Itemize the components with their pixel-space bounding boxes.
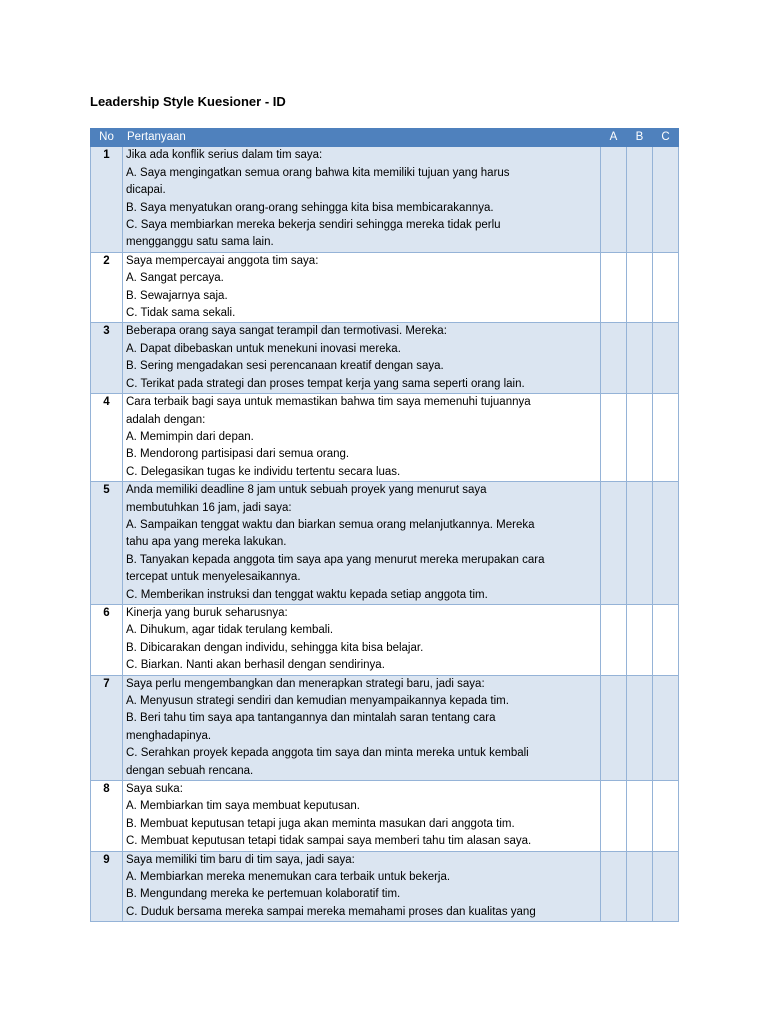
question-line: Beberapa orang saya sangat terampil dan termotivasi. Mereka:	[126, 325, 447, 338]
question-line: menghadapinya.	[126, 729, 212, 742]
question-line: B. Beri tahu tim saya apa tantangannya dan mintalah saran tentang cara	[126, 712, 496, 725]
question-cell	[123, 252, 601, 323]
answer-cell-a[interactable]	[601, 781, 627, 852]
question-line: A. Membiarkan tim saya membuat keputusan.	[126, 800, 360, 813]
question-line: adalah dengan:	[126, 413, 206, 426]
question-line: C. Biarkan. Nanti akan berhasil dengan sendirinya.	[126, 659, 385, 672]
question-line: B. Sewajarnya saja.	[126, 289, 228, 302]
question-line: A. Membiarkan mereka menemukan cara terbaik untuk bekerja.	[126, 871, 451, 884]
question-number: 5	[91, 482, 123, 605]
answer-cell-b[interactable]	[627, 147, 653, 252]
answer-cell-a[interactable]	[601, 323, 627, 394]
answer-cell-c[interactable]	[653, 604, 679, 675]
question-line: Saya suka:	[126, 783, 183, 796]
question-line: A. Dapat dibebaskan untuk menekuni inovasi mereka.	[126, 342, 401, 355]
question-line: Kinerja yang buruk seharusnya:	[126, 606, 288, 619]
question-number: 9	[91, 851, 123, 922]
question-line: C. Duduk bersama mereka sampai mereka memahami proses dan kualitas yang	[126, 905, 536, 918]
answer-cell-b[interactable]	[627, 781, 653, 852]
question-cell	[123, 781, 601, 852]
answer-cell-a[interactable]	[601, 604, 627, 675]
header-option-a: A	[601, 129, 627, 147]
question-line: dicapai.	[126, 184, 166, 197]
answer-cell-b[interactable]	[627, 323, 653, 394]
question-number: 6	[91, 604, 123, 675]
answer-cell-a[interactable]	[601, 147, 627, 252]
answer-cell-a[interactable]	[601, 394, 627, 482]
question-line: C. Memberikan instruksi dan tenggat waktu kepada setiap anggota tim.	[126, 588, 488, 601]
question-line: membutuhkan 16 jam, jadi saya:	[126, 501, 292, 514]
answer-cell-c[interactable]	[653, 147, 679, 252]
answer-cell-a[interactable]	[601, 252, 627, 323]
question-line: A. Sampaikan tenggat waktu dan biarkan semua orang melanjutkannya. Mereka	[126, 518, 535, 531]
question-line: Saya perlu mengembangkan dan menerapkan strategi baru, jadi saya:	[126, 677, 485, 690]
question-line: tercepat untuk menyelesaikannya.	[126, 571, 301, 584]
question-line: C. Delegasikan tugas ke individu tertentu secara luas.	[126, 465, 401, 478]
question-cell	[123, 323, 601, 394]
table-row	[91, 781, 679, 852]
question-number: 3	[91, 323, 123, 394]
question-line: B. Dibicarakan dengan individu, sehingga kita bisa belajar.	[126, 641, 424, 654]
question-line: C. Tidak sama sekali.	[126, 307, 236, 320]
answer-cell-c[interactable]	[653, 781, 679, 852]
question-line: C. Terikat pada strategi dan proses tempat kerja yang sama seperti orang lain.	[126, 377, 525, 390]
question-line: C. Serahkan proyek kepada anggota tim saya dan minta mereka untuk kembali	[126, 747, 529, 760]
questionnaire-body	[91, 147, 679, 922]
answer-cell-c[interactable]	[653, 323, 679, 394]
answer-cell-b[interactable]	[627, 851, 653, 922]
question-number: 2	[91, 252, 123, 323]
question-line: B. Membuat keputusan tetapi juga akan meminta masukan dari anggota tim.	[126, 817, 515, 830]
question-cell	[123, 675, 601, 780]
question-cell	[123, 394, 601, 482]
question-line: Jika ada konflik serius dalam tim saya:	[126, 149, 323, 162]
question-line: mengganggu satu sama lain.	[126, 236, 274, 249]
table-row	[91, 147, 679, 252]
question-cell	[123, 147, 601, 252]
question-line: B. Saya menyatukan orang-orang sehingga kita bisa membicarakannya.	[126, 201, 494, 214]
question-line: A. Memimpin dari depan.	[126, 430, 254, 443]
question-line: B. Tanyakan kepada anggota tim saya apa yang menurut mereka merupakan cara	[126, 553, 545, 566]
question-line: B. Mendorong partisipasi dari semua orang.	[126, 448, 350, 461]
header-no: No	[91, 129, 123, 147]
question-cell	[123, 851, 601, 922]
question-line: A. Sangat percaya.	[126, 272, 224, 285]
question-number: 4	[91, 394, 123, 482]
question-cell	[123, 482, 601, 605]
header-question: Pertanyaan	[123, 129, 601, 147]
question-line: B. Mengundang mereka ke pertemuan kolaboratif tim.	[126, 888, 401, 901]
question-line: Cara terbaik bagi saya untuk memastikan bahwa tim saya memenuhi tujuannya	[126, 396, 531, 409]
table-row	[91, 394, 679, 482]
question-line: A. Saya mengingatkan semua orang bahwa kita memiliki tujuan yang harus	[126, 166, 510, 179]
answer-cell-b[interactable]	[627, 394, 653, 482]
question-line: B. Sering mengadakan sesi perencanaan kreatif dengan saya.	[126, 360, 444, 373]
question-line: A. Menyusun strategi sendiri dan kemudian menyampaikannya kepada tim.	[126, 695, 509, 707]
answer-cell-c[interactable]	[653, 482, 679, 605]
answer-cell-b[interactable]	[627, 252, 653, 323]
answer-cell-c[interactable]	[653, 851, 679, 922]
header-option-b: B	[627, 129, 653, 147]
questionnaire-table	[90, 128, 679, 922]
question-line: tahu apa yang mereka lakukan.	[126, 536, 287, 549]
answer-cell-a[interactable]	[601, 851, 627, 922]
question-line: A. Dihukum, agar tidak terulang kembali.	[126, 624, 334, 637]
table-row	[91, 675, 679, 780]
question-line: Anda memiliki deadline 8 jam untuk sebuah proyek yang menurut saya	[126, 484, 487, 497]
answer-cell-b[interactable]	[627, 675, 653, 780]
question-line: dengan sebuah rencana.	[126, 764, 254, 777]
question-cell	[123, 604, 601, 675]
table-row	[91, 252, 679, 323]
question-number: 8	[91, 781, 123, 852]
table-row	[91, 604, 679, 675]
table-row	[91, 323, 679, 394]
answer-cell-c[interactable]	[653, 675, 679, 780]
question-line: C. Saya membiarkan mereka bekerja sendiri sehingga mereka tidak perlu	[126, 219, 501, 232]
document-title: Leadership Style Kuesioner - ID	[90, 94, 286, 109]
question-line: Saya mempercayai anggota tim saya:	[126, 254, 319, 267]
question-line: Saya memiliki tim baru di tim saya, jadi saya:	[126, 853, 355, 866]
answer-cell-a[interactable]	[601, 482, 627, 605]
answer-cell-c[interactable]	[653, 394, 679, 482]
answer-cell-a[interactable]	[601, 675, 627, 780]
table-row	[91, 851, 679, 922]
header-option-c: C	[653, 129, 679, 147]
question-number: 1	[91, 147, 123, 252]
question-line: C. Membuat keputusan tetapi tidak sampai saya memberi tahu tim alasan saya.	[126, 835, 532, 848]
question-number: 7	[91, 675, 123, 780]
answer-cell-c[interactable]	[653, 252, 679, 323]
answer-cell-b[interactable]	[627, 604, 653, 675]
table-row	[91, 482, 679, 605]
table-header-row	[91, 129, 679, 147]
answer-cell-b[interactable]	[627, 482, 653, 605]
